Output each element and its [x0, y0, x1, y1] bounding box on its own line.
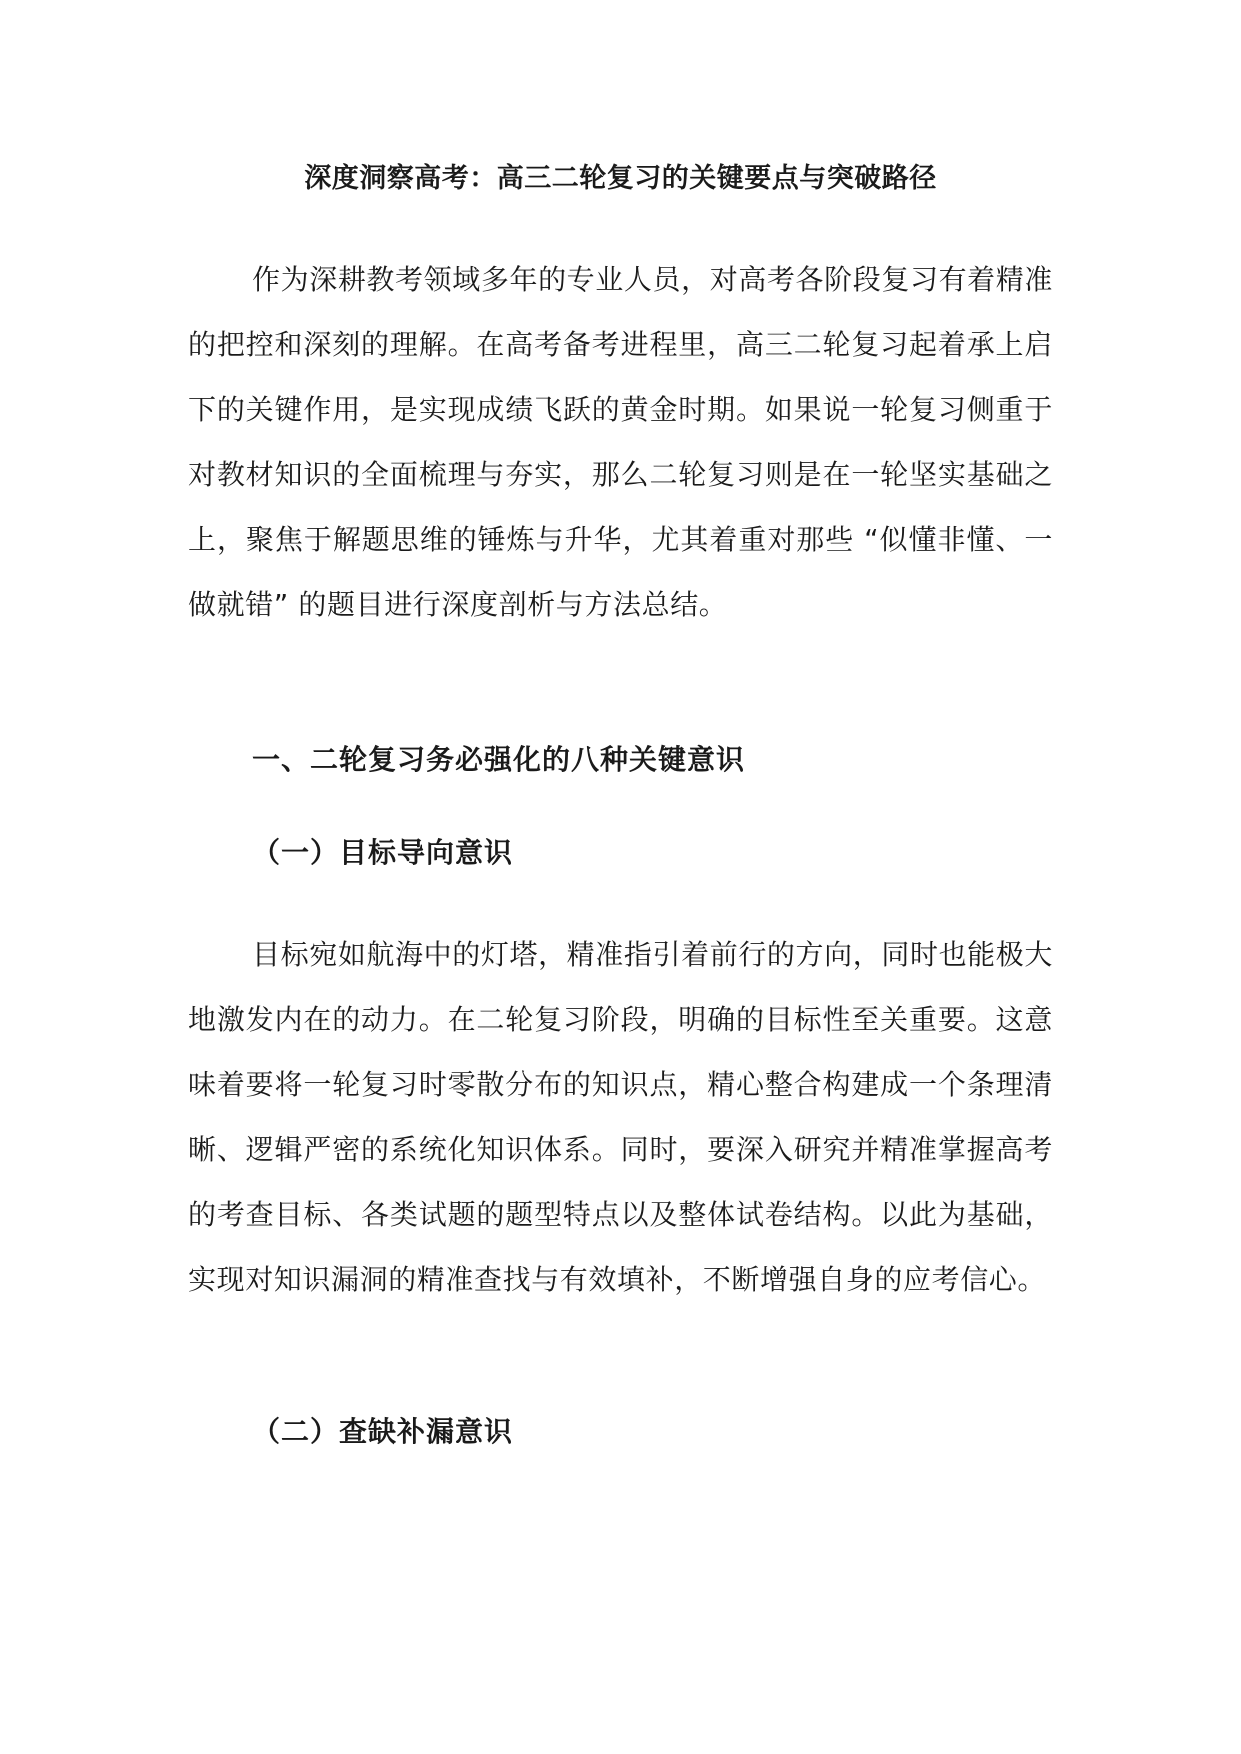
subsection-heading-goal-orientation: （一）目标导向意识	[252, 836, 514, 869]
document-title: 深度洞察高考：高三二轮复习的关键要点与突破路径	[304, 163, 937, 194]
subsection-heading-gap-filling: （二）查缺补漏意识	[252, 1415, 514, 1448]
goal-orientation-paragraph: 目标宛如航海中的灯塔，精准指引着前行的方向，同时也能极大地激发内在的动力。在二轮复习阶段，明确的目标性至关重要。这意味着要将一轮复习时零散分布的知识点，精心整合构建成一个条理清晰、逻辑严密的系统化知识体系。同时，要深入研究并精准掌握高考的考查目标、各类试题的题型特点以及整体试卷结构。以此为基础，实现对知识漏洞的精准查找与有效填补，不断增强自身的应考信心。	[188, 938, 1053, 1296]
section-heading-1: 一、二轮复习务必强化的八种关键意识	[252, 743, 746, 776]
intro-paragraph: 作为深耕教考领域多年的专业人员，对高考各阶段复习有着精准的把控和深刻的理解。在高考备考进程里，高三二轮复习起着承上启下的关键作用，是实现成绩飞跃的黄金时期。如果说一轮复习侧重于对教材知识的全面梳理与夯实，那么二轮复习则是在一轮坚实基础之上，聚焦于解题思维的锤炼与升华，尤其着重对那些 “似懂非懂、一做就错” 的题目进行深度剖析与方法总结。	[188, 263, 1053, 621]
